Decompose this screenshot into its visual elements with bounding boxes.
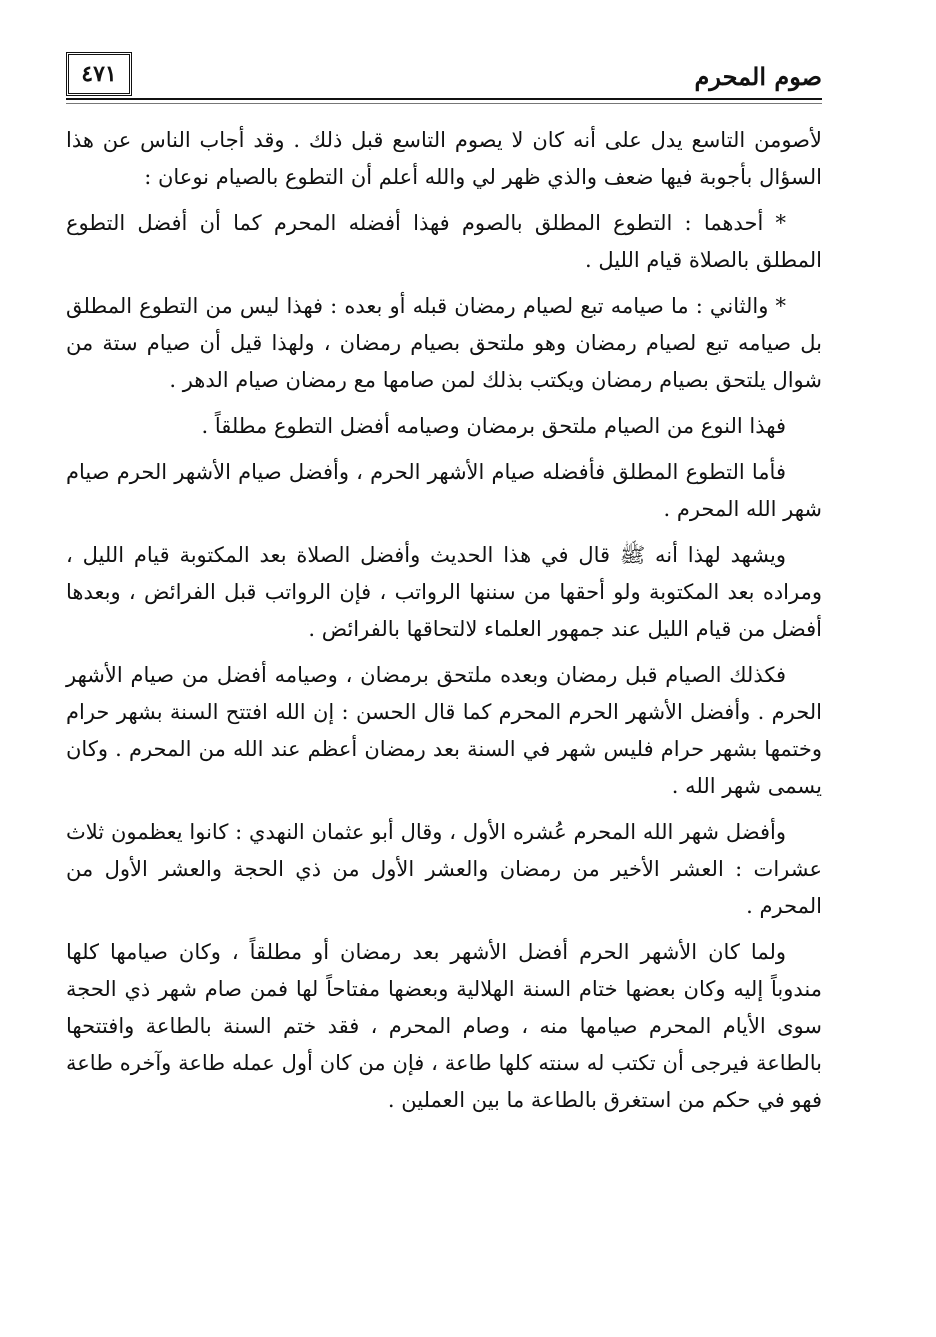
page-number: ٤٧١ (66, 52, 132, 96)
paragraph: وأفضل شهر الله المحرم عُشره الأول ، وقال أبو عثمان النهدي : كانوا يعظمون ثلاث عشرات : العشر الأخير من رمضان والعشر الأول من ذي الحجة والعشر الأول من المحرم . (66, 820, 822, 918)
running-title: صوم المحرم (694, 62, 822, 91)
page-header (66, 52, 822, 102)
paragraph: * أحدهما : التطوع المطلق بالصوم فهذا أفضله المحرم كما أن أفضل التطوع المطلق بالصلاة قيام الليل . (66, 211, 822, 272)
paragraph: * والثاني : ما صيامه تبع لصيام رمضان قبله أو بعده : فهذا ليس من التطوع المطلق بل صيامه تبع لصيام رمضان وهو ملتحق بصيام رمضان ، ولهذا قيل أن صيام ستة من شوال يلتحق بصيام رمضان ويكتب بذلك لمن صامها مع رمضان صيام الدهر . (66, 294, 822, 392)
paragraph: فكذلك الصيام قبل رمضان وبعده ملتحق برمضان ، وصيامه أفضل من صيام الأشهر الحرم . وأفضل الأشهر الحرم المحرم كما قال الحسن : إن الله افتتح السنة بشهر حرام وختمها بشهر حرام فليس شهر في السنة بعد رمضان أعظم عند الله من المحرم . وكان يسمى شهر الله . (66, 663, 822, 798)
header-rule-thin (66, 103, 822, 104)
body-text (66, 122, 822, 1128)
paragraph: فهذا النوع من الصيام ملتحق برمضان وصيامه أفضل التطوع مطلقاً . (201, 414, 786, 438)
header-rule (66, 98, 822, 100)
paragraph: ويشهد لهذا أنه ﷺ قال في هذا الحديث وأفضل الصلاة بعد المكتوبة قيام الليل ، ومراده بعد المكتوبة ولو أحقها من سننها الرواتب ، فإن الرواتب قبل الفرائض ، وبعدها أفضل من قيام الليل عند جمهور العلماء لالتحاقها بالفرائض . (66, 543, 822, 641)
paragraph: لأصومن التاسع يدل على أنه كان لا يصوم التاسع قبل ذلك . وقد أجاب الناس عن هذا السؤال بأجوبة فيها ضعف والذي ظهر لي والله أعلم أن التطوع بالصيام نوعان : (66, 128, 822, 189)
paragraph: ولما كان الأشهر الحرم أفضل الأشهر بعد رمضان أو مطلقاً ، وكان صيامها كلها مندوباً إليه وكان بعضها ختام السنة الهلالية وبعضها مفتاحاً لها فمن صام شهر ذي الحجة سوى الأيام المحرم صيامها منه ، وصام المحرم ، فقد ختم السنة بالطاعة وافتتحها بالطاعة فيرجى أن تكتب له سنته كلها طاعة ، فإن من كان أول عمله طاعة وآخره طاعة فهو في حكم من استغرق بالطاعة ما بين العملين . (66, 940, 822, 1112)
paragraph: فأما التطوع المطلق فأفضله صيام الأشهر الحرم ، وأفضل صيام الأشهر الحرم صيام شهر الله المحرم . (66, 460, 822, 521)
